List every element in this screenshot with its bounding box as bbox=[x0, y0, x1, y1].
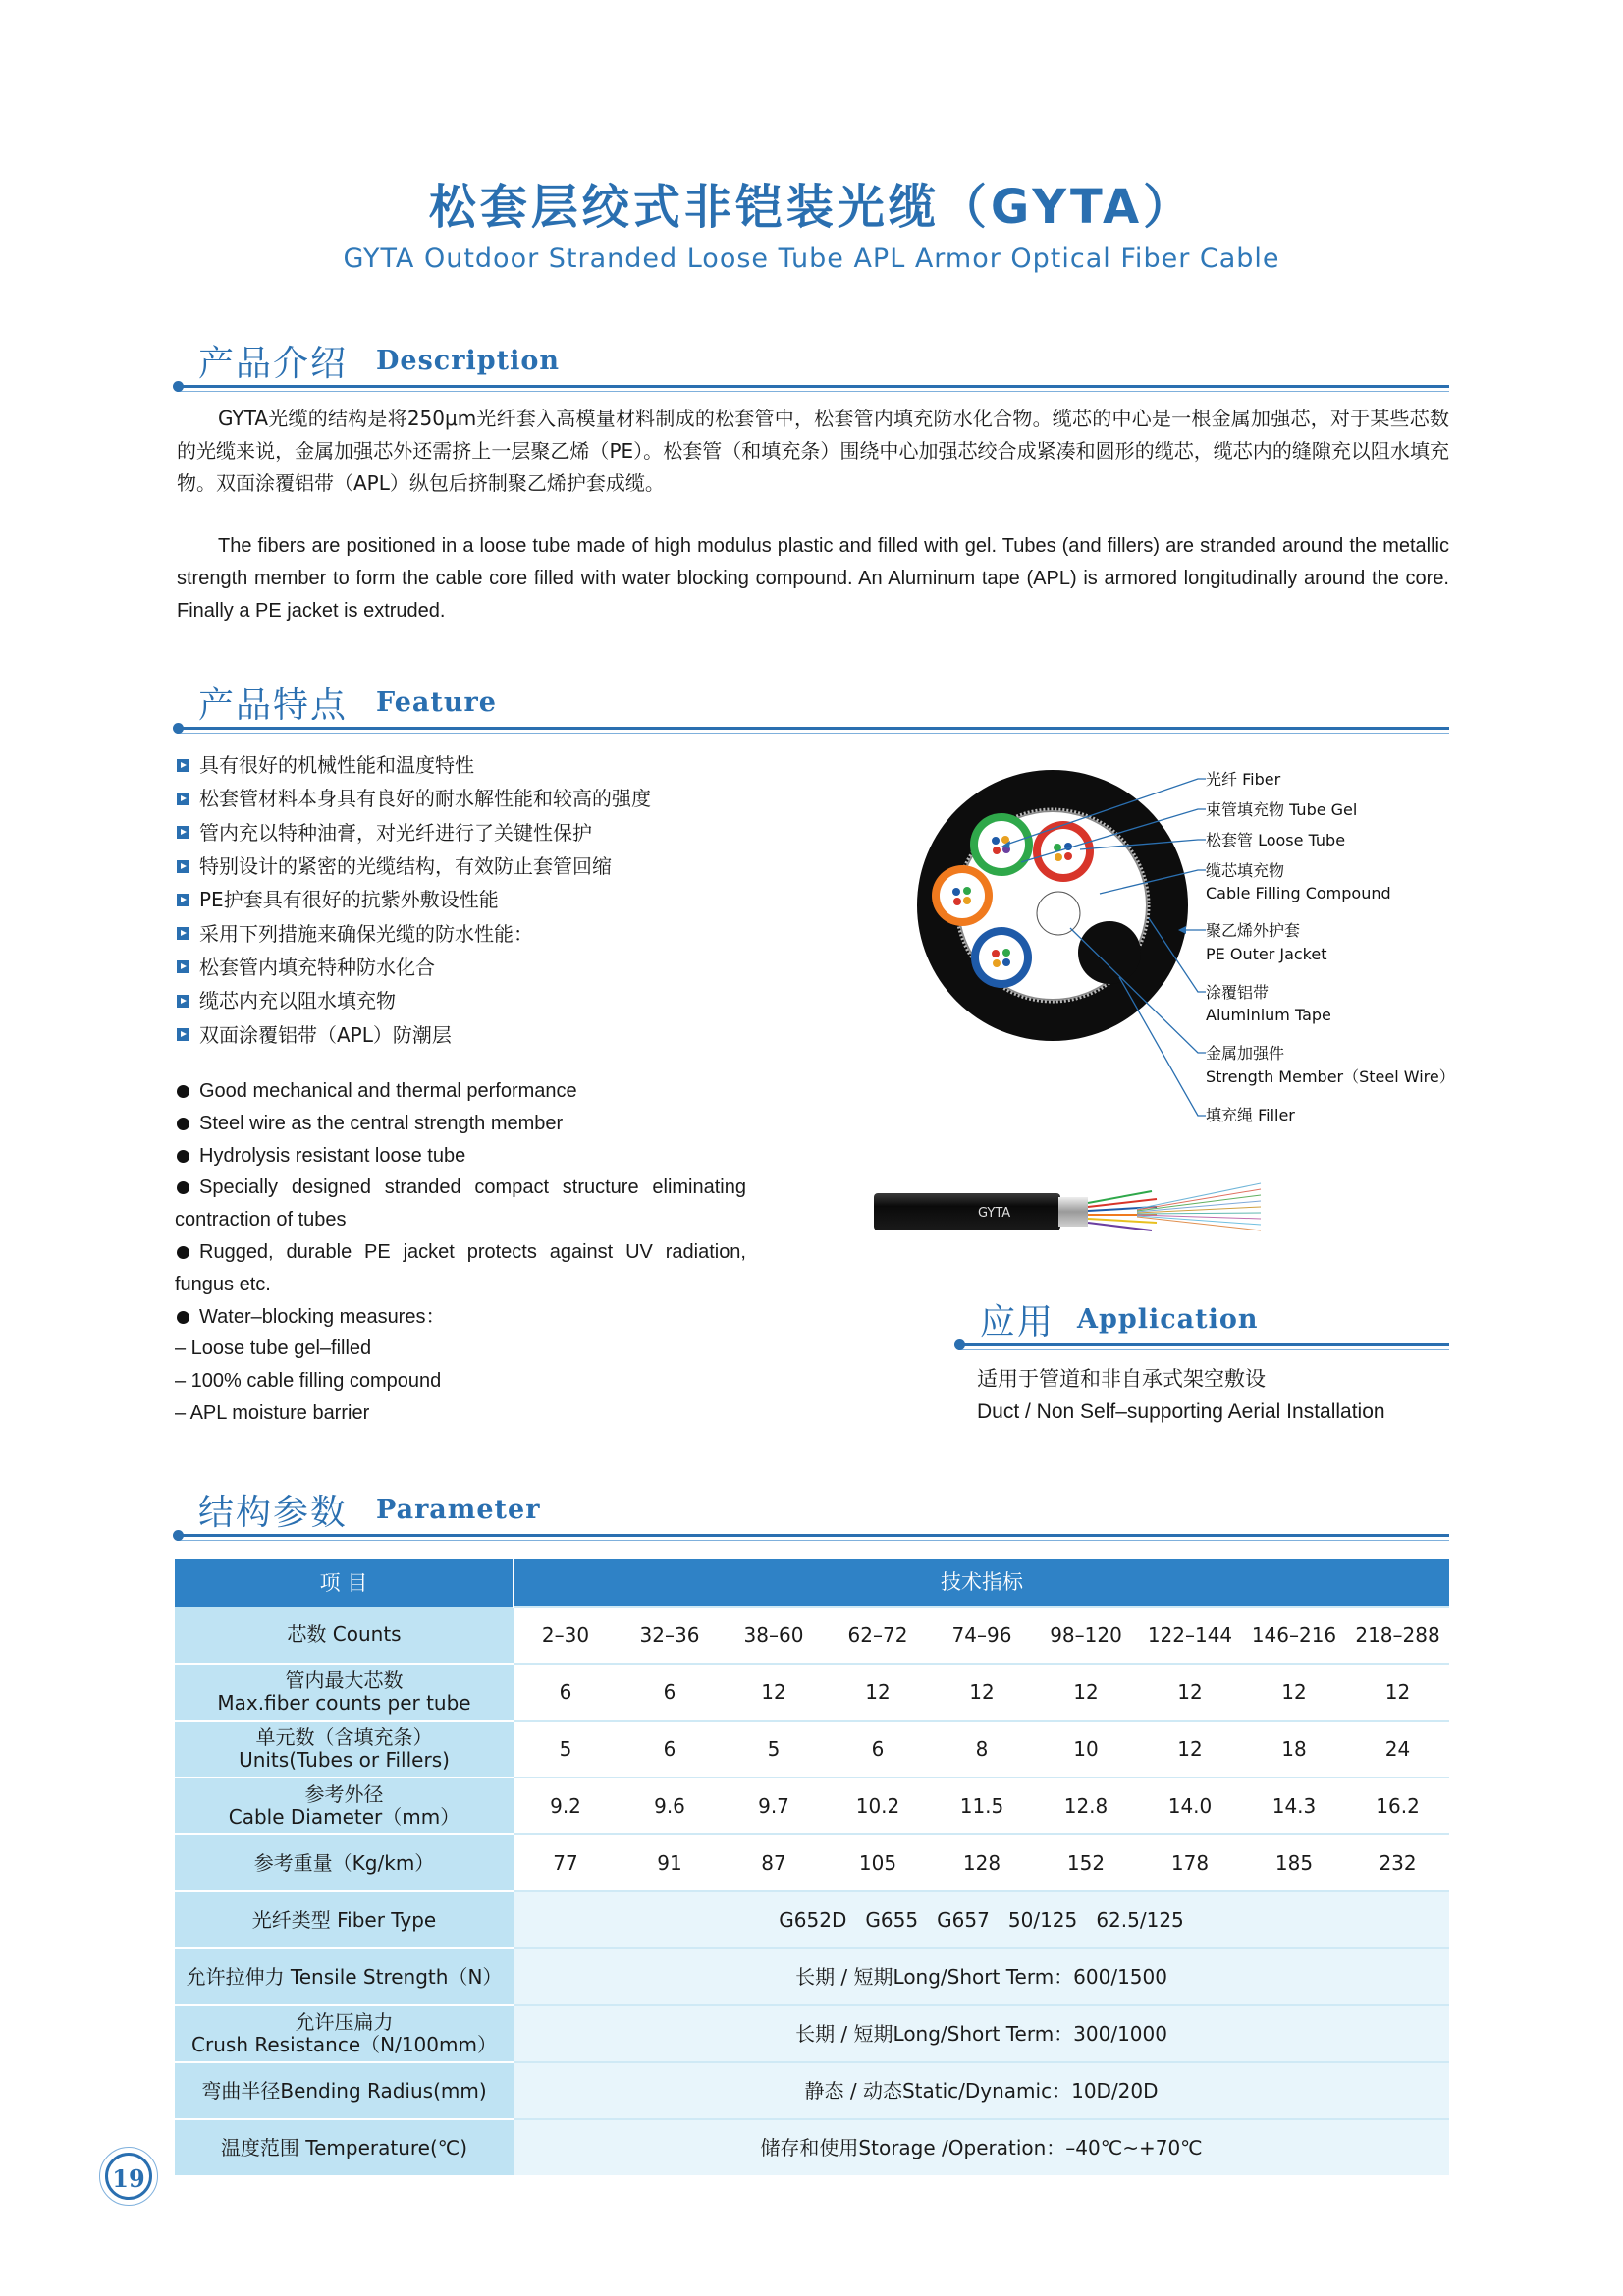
label-fiber: 光纤 Fiber bbox=[1206, 770, 1281, 789]
table-cell: 9.6 bbox=[618, 1777, 722, 1834]
table-cell: 5 bbox=[514, 1721, 618, 1777]
table-cell: 静态 / 动态Static/Dynamic：10D/20D bbox=[514, 2062, 1449, 2119]
table-cell: 12 bbox=[930, 1664, 1034, 1721]
table-cell: 6 bbox=[514, 1664, 618, 1721]
loose-tube-green bbox=[970, 813, 1033, 876]
list-item: 管内充以特种油膏，对光纤进行了关键性保护 bbox=[177, 816, 805, 849]
table-cell: G652D G655 G657 50/125 62.5/125 bbox=[514, 1891, 1449, 1948]
bullet-icon bbox=[177, 1118, 189, 1130]
feature-list-en bbox=[175, 1075, 746, 1430]
arrow-bullet-icon bbox=[177, 927, 189, 940]
bullet-icon bbox=[177, 1181, 189, 1194]
table-cell: 91 bbox=[618, 1834, 722, 1891]
table-cell: 152 bbox=[1034, 1834, 1138, 1891]
list-item: 特别设计的紧密的光缆结构，有效防止套管回缩 bbox=[177, 849, 805, 883]
section-title-en: Feature bbox=[376, 687, 497, 718]
table-cell: 10.2 bbox=[826, 1777, 930, 1834]
aluminium-tape-section bbox=[1058, 1197, 1088, 1227]
label-tube-gel: 束管填充物 Tube Gel bbox=[1206, 800, 1358, 819]
table-cell: 185 bbox=[1242, 1834, 1346, 1891]
strength-member bbox=[1037, 892, 1080, 935]
table-cell: 62–72 bbox=[826, 1607, 930, 1664]
section-header-application bbox=[958, 1294, 1449, 1353]
bullet-dot-icon bbox=[173, 381, 184, 392]
bullet-icon bbox=[177, 1150, 189, 1163]
table-cell: 12 bbox=[1034, 1664, 1138, 1721]
table-cell: 12 bbox=[1138, 1664, 1242, 1721]
table-cell: 32–36 bbox=[618, 1607, 722, 1664]
list-item: Specially designed stranded compact structure eliminating contraction of tubes bbox=[175, 1176, 746, 1231]
list-item: 缆芯内充以阻水填充物 bbox=[177, 984, 805, 1017]
loose-tube-orange bbox=[932, 865, 993, 926]
bullet-dot-icon bbox=[173, 723, 184, 734]
list-item: Water–blocking measures： bbox=[175, 1301, 746, 1334]
table-cell: 122–144 bbox=[1138, 1607, 1242, 1664]
table-cell: 232 bbox=[1346, 1834, 1449, 1891]
row-label: 允许压扁力 Crush Resistance（N/100mm） bbox=[175, 2005, 514, 2062]
arrow-bullet-icon bbox=[177, 793, 189, 805]
table-cell: 87 bbox=[722, 1834, 826, 1891]
row-label: 参考重量（Kg/km） bbox=[175, 1834, 514, 1891]
row-label: 单元数（含填充条） Units(Tubes or Fillers) bbox=[175, 1721, 514, 1777]
list-item: – 100% cable filling compound bbox=[175, 1370, 442, 1393]
header-item: 项 目 bbox=[175, 1559, 514, 1607]
table-row-bending bbox=[175, 2062, 1449, 2119]
table-cell: 18 bbox=[1242, 1721, 1346, 1777]
section-title-cn: 应用 bbox=[980, 1302, 1055, 1342]
table-cell: 12.8 bbox=[1034, 1777, 1138, 1834]
section-header-feature bbox=[177, 678, 1449, 737]
bullet-icon bbox=[177, 1311, 189, 1324]
description-cn: GYTA光缆的结构是将250μm光纤套入高模量材料制成的松套管中，松套管内填充防水化合物。缆芯的中心是一根金属加强芯，对于某些芯数的光缆来说，金属加强芯外还需挤上一层聚乙烯（PE）。松套管（和填充条）围绕中心加强芯绞合成紧凑和圆形的缆芯，缆芯内的缝隙充以阻水填充物。双面涂覆铝带（APL）纵包后挤制聚乙烯护套成缆。 bbox=[177, 407, 1449, 495]
list-item: 双面涂覆铝带（APL）防潮层 bbox=[177, 1017, 805, 1051]
arrow-bullet-icon bbox=[177, 860, 189, 873]
label-compound-cn: 缆芯填充物 bbox=[1206, 861, 1285, 880]
section-header-parameter bbox=[177, 1485, 1449, 1544]
feature-list-cn bbox=[177, 748, 805, 1052]
table-cell: 12 bbox=[722, 1664, 826, 1721]
table-header-row bbox=[175, 1559, 1449, 1607]
table-cell: 14.3 bbox=[1242, 1777, 1346, 1834]
table-cell: 12 bbox=[1346, 1664, 1449, 1721]
table-cell: 38–60 bbox=[722, 1607, 826, 1664]
list-item: Good mechanical and thermal performance bbox=[175, 1075, 746, 1108]
list-item: – Loose tube gel–filled bbox=[175, 1338, 372, 1360]
table-row-temperature bbox=[175, 2119, 1449, 2175]
label-compound-en: Cable Filling Compound bbox=[1206, 884, 1391, 902]
list-item: Steel wire as the central strength member bbox=[175, 1108, 746, 1140]
section-title-en: Application bbox=[1077, 1304, 1259, 1335]
table-cell: 218–288 bbox=[1346, 1607, 1449, 1664]
row-label: 允许拉伸力 Tensile Strength（N） bbox=[175, 1948, 514, 2005]
list-item: 松套管材料本身具有良好的耐水解性能和较高的强度 bbox=[177, 782, 805, 815]
label-strength-en: Strength Member（Steel Wire） bbox=[1206, 1067, 1455, 1086]
arrow-bullet-icon bbox=[177, 826, 189, 839]
table-cell: 128 bbox=[930, 1834, 1034, 1891]
table-cell: 98–120 bbox=[1034, 1607, 1138, 1664]
table-cell: 长期 / 短期Long/Short Term：600/1500 bbox=[514, 1948, 1449, 2005]
table-cell: 14.0 bbox=[1138, 1777, 1242, 1834]
row-label: 弯曲半径Bending Radius(mm) bbox=[175, 2062, 514, 2119]
loose-tube-red bbox=[1033, 821, 1094, 882]
table-cell: 105 bbox=[826, 1834, 930, 1891]
application-en: Duct / Non Self–supporting Aerial Installation bbox=[977, 1400, 1385, 1423]
arrow-bullet-icon bbox=[177, 995, 189, 1008]
section-title-cn: 结构参数 bbox=[198, 1493, 349, 1533]
table-cell: 9.2 bbox=[514, 1777, 618, 1834]
row-label: 芯数 Counts bbox=[175, 1607, 514, 1664]
table-row-units bbox=[175, 1721, 1449, 1777]
row-label: 参考外径 Cable Diameter（mm） bbox=[175, 1777, 514, 1834]
label-strength-cn: 金属加强件 bbox=[1206, 1044, 1285, 1063]
header-spec: 技术指标 bbox=[514, 1559, 1449, 1607]
table-cell: 10 bbox=[1034, 1721, 1138, 1777]
table-row-diameter bbox=[175, 1777, 1449, 1834]
table-cell: 146–216 bbox=[1242, 1607, 1346, 1664]
page-subtitle: GYTA Outdoor Stranded Loose Tube APL Armor Optical Fiber Cable bbox=[343, 244, 1280, 274]
page-number: 19 bbox=[105, 2153, 152, 2200]
cable-photo bbox=[872, 1174, 1265, 1240]
table-row-weight bbox=[175, 1834, 1449, 1891]
label-loose-tube: 松套管 Loose Tube bbox=[1206, 831, 1346, 849]
section-title-en: Description bbox=[376, 346, 560, 376]
table-cell: 储存和使用Storage /Operation：–40℃~+70℃ bbox=[514, 2119, 1449, 2175]
table-cell: 77 bbox=[514, 1834, 618, 1891]
list-item: Rugged, durable PE jacket protects against UV radiation, fungus etc. bbox=[175, 1240, 746, 1295]
arrow-bullet-icon bbox=[177, 960, 189, 973]
table-cell: 2–30 bbox=[514, 1607, 618, 1664]
table-row-crush bbox=[175, 2005, 1449, 2062]
filler bbox=[1078, 921, 1141, 984]
row-label: 温度范围 Temperature(℃) bbox=[175, 2119, 514, 2175]
section-header-description bbox=[177, 336, 1449, 395]
table-cell: 12 bbox=[1138, 1721, 1242, 1777]
table-row-counts bbox=[175, 1607, 1449, 1664]
list-item: 采用下列措施来确保光缆的防水性能： bbox=[177, 916, 805, 950]
label-filler: 填充绳 Filler bbox=[1206, 1106, 1295, 1124]
table-row-max-fiber bbox=[175, 1664, 1449, 1721]
table-cell: 8 bbox=[930, 1721, 1034, 1777]
table-cell: 5 bbox=[722, 1721, 826, 1777]
list-item: 具有很好的机械性能和温度特性 bbox=[177, 748, 805, 782]
cable-print-text: GYTA bbox=[978, 1206, 1011, 1221]
table-cell: 9.7 bbox=[722, 1777, 826, 1834]
table-cell: 6 bbox=[618, 1664, 722, 1721]
table-cell: 长期 / 短期Long/Short Term：300/1000 bbox=[514, 2005, 1449, 2062]
row-label: 光纤类型 Fiber Type bbox=[175, 1891, 514, 1948]
arrow-bullet-icon bbox=[177, 759, 189, 772]
table-cell: 6 bbox=[618, 1721, 722, 1777]
table-cell: 11.5 bbox=[930, 1777, 1034, 1834]
list-item: Hydrolysis resistant loose tube bbox=[175, 1140, 746, 1173]
label-jacket-cn: 聚乙烯外护套 bbox=[1206, 921, 1301, 940]
cable-jacket bbox=[874, 1193, 1060, 1230]
section-title-cn: 产品介绍 bbox=[198, 344, 349, 384]
label-jacket-en: PE Outer Jacket bbox=[1206, 945, 1327, 963]
table-row-tensile bbox=[175, 1948, 1449, 2005]
bullet-dot-icon bbox=[954, 1339, 965, 1350]
table-row-fiber-type bbox=[175, 1891, 1449, 1948]
table-cell: 6 bbox=[826, 1721, 930, 1777]
description-en: The fibers are positioned in a loose tube made of high modulus plastic and filled with gel. Tubes (and fillers) are stranded around the metallic strength member to form the cable core filled with water blocking compound. An Aluminum tape (APL) is armored longitudinally around the core. Finally a PE jacket is extruded. bbox=[177, 535, 1449, 622]
bullet-icon bbox=[177, 1085, 189, 1098]
bullet-dot-icon bbox=[173, 1530, 184, 1541]
list-item: – APL moisture barrier bbox=[175, 1401, 370, 1424]
table-cell: 74–96 bbox=[930, 1607, 1034, 1664]
application-cn: 适用于管道和非自承式架空敷设 bbox=[977, 1367, 1266, 1391]
row-label: 管内最大芯数 Max.fiber counts per tube bbox=[175, 1664, 514, 1721]
label-tape-cn: 涂覆铝带 bbox=[1206, 983, 1270, 1002]
page-title: 松套层绞式非铠装光缆（GYTA） bbox=[428, 180, 1195, 235]
table-cell: 24 bbox=[1346, 1721, 1449, 1777]
section-title-cn: 产品特点 bbox=[198, 685, 349, 726]
table-cell: 12 bbox=[1242, 1664, 1346, 1721]
table-cell: 16.2 bbox=[1346, 1777, 1449, 1834]
arrow-bullet-icon bbox=[177, 1028, 189, 1041]
table-cell: 178 bbox=[1138, 1834, 1242, 1891]
arrow-bullet-icon bbox=[177, 894, 189, 906]
loose-tube-blue bbox=[971, 927, 1032, 988]
label-tape-en: Aluminium Tape bbox=[1206, 1006, 1331, 1024]
parameter-table bbox=[175, 1559, 1449, 2175]
bullet-icon bbox=[177, 1246, 189, 1259]
section-title-en: Parameter bbox=[376, 1495, 541, 1525]
list-item: PE护套具有很好的抗紫外敷设性能 bbox=[177, 883, 805, 916]
table-cell: 12 bbox=[826, 1664, 930, 1721]
list-item: 松套管内填充特种防水化合 bbox=[177, 951, 805, 984]
